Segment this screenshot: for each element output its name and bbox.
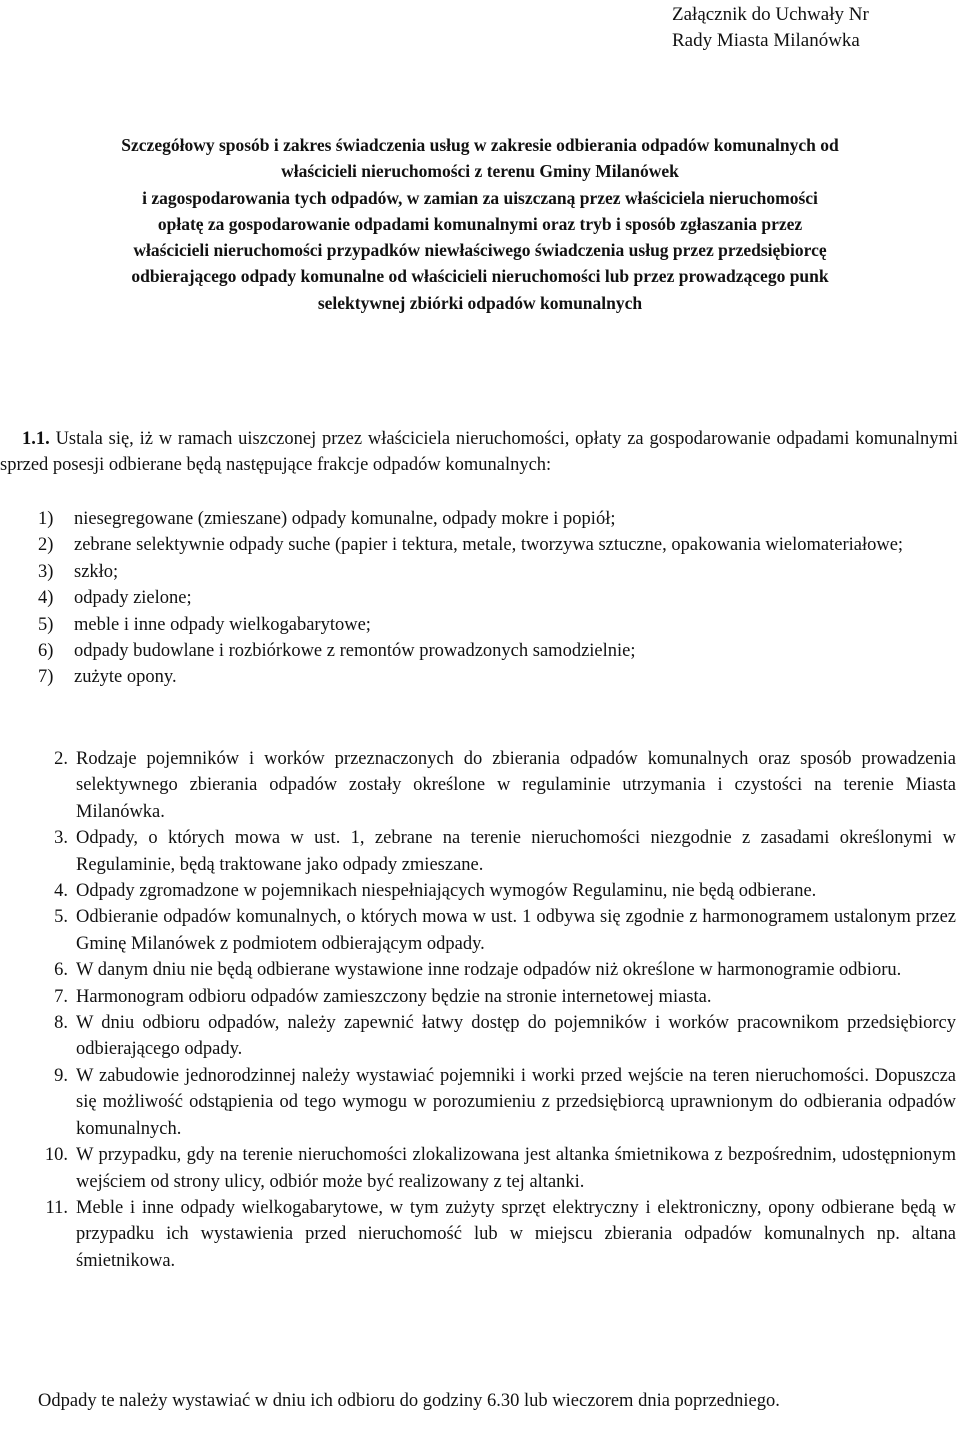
item-text: Rodzaje pojemników i worków przeznaczonych do zbierania odpadów komunalnych oraz sposób prowadzenia selektywnego zbierania odpadów zostały określone w regulaminie utrzymania i czystości na terenie Miasta Milanówka. — [76, 749, 956, 822]
item-text: Odpady, o których mowa w ust. 1, zebrane na terenie nieruchomości niezgodnie z zasadami określonymi w Regulaminie, będą traktowane jako odpady zmieszane. — [76, 828, 956, 875]
list-item — [38, 1063, 956, 1142]
item-text: W zabudowie jednorodzinnej należy wystawiać pojemniki i worki przed wejście na teren nieruchomości. Dopuszcza się możliwość odstąpienia od tego wymogu w porozumieniu z przedsiębiorcą uprawnionym do odbierania odpadów komunalnych. — [76, 1065, 956, 1139]
item-number: 11. — [45, 1197, 68, 1218]
item-number: 3) — [38, 561, 54, 582]
list-item — [38, 638, 956, 664]
item-text: Meble i inne odpady wielkogabarytowe, w tym zużyty sprzęt elektryczny i elektroniczny, opony odbierane będą w przypadku ich wystawienia przed nieruchomość lub w miejscu zbierania odpadów komunalnych np. altana śmietnikowa. — [76, 1197, 956, 1271]
item-number: 2. — [54, 749, 68, 769]
item-text: zebrane selektywnie odpady suche (papier i tektura, metale, tworzywa sztuczne, opakowania wielomateriałowe; — [74, 535, 904, 556]
item-text: Odpady zgromadzone w pojemnikach niespełniających wymogów Regulaminu, nie będą odbierane. — [76, 881, 817, 902]
item-text: W dniu odbioru odpadów, należy zapewnić łatwy dostęp do pojemników i worków pracownikom przedsiębiorcy odbierającego odpady. — [76, 1013, 956, 1060]
item-number: 4) — [38, 588, 54, 609]
item-number: 3. — [54, 828, 68, 849]
title-line: odbierającego odpady komunalne od właścicieli nieruchomości lub przez prowadzącego punk — [131, 266, 829, 287]
item-text: meble i inne odpady wielkogabarytowe; — [74, 614, 371, 635]
attachment-line-1: Załącznik do Uchwały Nr — [672, 4, 869, 25]
item-number: 9. — [54, 1065, 68, 1086]
item-number: 5. — [54, 907, 68, 928]
list-item — [38, 612, 956, 638]
intro-paragraph — [0, 426, 958, 479]
list-item — [38, 878, 956, 904]
item-number: 7) — [38, 667, 54, 688]
title-line: selektywnej zbiórki odpadów komunalnych — [317, 292, 643, 313]
list-item — [38, 664, 956, 690]
item-number: 6. — [54, 960, 68, 981]
item-text: zużyte opony. — [74, 667, 177, 688]
item-text: Harmonogram odbioru odpadów zamieszczony będzie na stronie internetowej miasta. — [76, 986, 712, 1007]
item-text: niesegregowane (zmieszane) odpady komunalne, odpady mokre i popiół; — [74, 509, 616, 529]
title-line: opłatę za gospodarowanie odpadami komunalnymi oraz tryb i sposób zgłaszania przez — [157, 213, 803, 234]
item-number: 4. — [54, 881, 68, 902]
item-number: 6) — [38, 641, 54, 662]
item-text: W przypadku, gdy na terenie nieruchomości zlokalizowana jest altanka śmietnikowa z bezpośrednim, udostępnionym wejściem od strony ulicy, odbiór może być realizowany z tej altanki. — [76, 1145, 956, 1192]
intro-text: Ustala się, iż w ramach uiszczonej przez właściciela nieruchomości, opłaty za gospodarowanie odpadami komunalnymi sprzed posesji odbierane będą następujące frakcje odpadów komunalnych: — [0, 429, 959, 476]
item-text: Odbieranie odpadów komunalnych, o których mowa w ust. 1 odbywa się zgodnie z harmonogramem ustalonym przez Gminę Milanówek z podmiotem odbierającym odpady. — [76, 907, 956, 954]
list-item — [38, 1195, 956, 1274]
list-item — [38, 1142, 956, 1195]
list-item — [38, 984, 956, 1010]
item-number: 1) — [38, 509, 54, 529]
item-text: szkło; — [74, 561, 119, 582]
document-title — [0, 132, 960, 316]
item-text: odpady budowlane i rozbiórkowe z remontów prowadzonych samodzielnie; — [74, 641, 636, 662]
attachment-line-2: Rady Miasta Milanówka — [672, 30, 860, 51]
attachment-header — [672, 2, 960, 54]
title-line: Szczegółowy sposób i zakres świadczenia usług w zakresie odbierania odpadów komunalnych od — [121, 135, 839, 155]
item-number: 8. — [54, 1013, 68, 1034]
list-item — [38, 746, 956, 825]
intro-number: 1.1. — [22, 429, 50, 449]
list-item — [38, 559, 956, 585]
list-item — [38, 825, 956, 878]
item-number: 2) — [38, 535, 54, 556]
list-item — [38, 532, 956, 558]
fractions-list — [38, 506, 956, 691]
title-line: właścicieli nieruchomości przypadków niewłaściwego świadczenia usług przez przedsiębiorcę — [133, 240, 827, 261]
closing-note: Odpady te należy wystawiać w dniu ich odbioru do godziny 6.30 lub wieczorem dnia poprzedniego. — [38, 1391, 780, 1411]
list-item — [38, 506, 956, 532]
list-item — [38, 1010, 956, 1063]
item-text: odpady zielone; — [74, 588, 192, 609]
list-item — [38, 585, 956, 611]
item-text: W danym dniu nie będą odbierane wystawione inne rodzaje odpadów niż określone w harmonogramie odbioru. — [76, 960, 902, 981]
title-line: i zagospodarowania tych odpadów, w zamian za uiszczaną przez właściciela nieruchomości — [142, 187, 818, 208]
points-list — [38, 746, 956, 1274]
item-number: 7. — [54, 986, 68, 1007]
title-line: właścicieli nieruchomości z terenu Gminy Milanówek — [281, 161, 679, 182]
item-number: 10. — [44, 1145, 68, 1166]
item-number: 5) — [38, 614, 54, 635]
list-item — [38, 904, 956, 957]
list-item — [38, 957, 956, 983]
